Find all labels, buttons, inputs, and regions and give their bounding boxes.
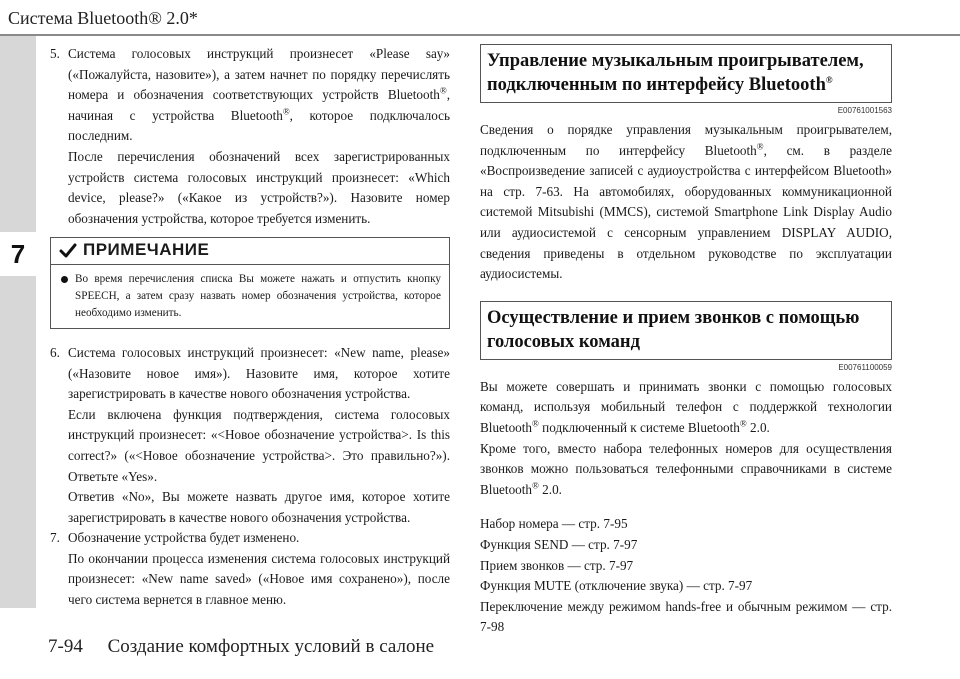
note-title: ПРИМЕЧАНИЕ <box>83 240 210 260</box>
text: подключенный к системе Bluetooth <box>538 419 740 435</box>
paragraph: После перечисления обозначений всех зарегистрированных устройств система голосовых инструкций произнесет: «Which device, please?» («Какое из устройств?»). Назовите номер обозначения устройства, которое требуется изменить. <box>68 148 450 226</box>
text: 2.0. <box>746 419 770 435</box>
bullet-icon <box>61 276 68 283</box>
page-references <box>480 514 892 638</box>
paragraph: Обозначение устройства будет изменено. <box>68 530 300 546</box>
registered-mark: ® <box>532 418 539 429</box>
list-item-7 <box>50 528 450 610</box>
list-number: 7. <box>50 530 60 546</box>
text: Система голосовых инструкций произнесет «Please say» («Пожалуйста, назовите»), а затем начнет по порядку перечислять номера и обозначения соответствующих устройств Bluetooth <box>68 46 450 103</box>
paragraph <box>480 377 892 439</box>
section-code: E00761100059 <box>838 362 892 372</box>
page-reference-link[interactable]: Функция SEND — стр. 7-97 <box>480 536 638 552</box>
text: , которое подключалось последним. <box>68 107 450 144</box>
page-reference-link[interactable]: Набор номера — стр. 7-95 <box>480 516 628 532</box>
paragraph <box>68 44 450 147</box>
text: Управление музыкальным проигрывателем, подключенным по интерфейсу Bluetooth <box>487 51 864 95</box>
note-body <box>51 265 449 328</box>
text: Сведения о порядке управления музыкальным проигрывателем, подключенным по интерфейсу Bluetooth <box>480 122 892 158</box>
text: , см. в разделе «Воспроизведение записей с аудиоустройства с интерфейсом Bluetooth» на стр. 7-63. На автомобилях, оборудованных коммуникационной системой Mitsubishi (MMCS), системой Smartphone Link Display Audio или аудиосистемой с сенсорным управлением DISPLAY AUDIO, сведения приведены в отдельном руководстве по эксплуатации аудиосистемы. <box>480 142 892 282</box>
page-reference-link[interactable]: Переключение между режимом hands-free и обычным режимом — стр. 7-98 <box>480 598 892 635</box>
registered-mark: ® <box>825 74 833 85</box>
checkmark-icon <box>59 242 77 260</box>
paragraph: Если включена функция подтверждения, система голосовых инструкций произнесет: «<Новое обозначение устройства>. Is this correct?» («<Новое обозначение устройства>. Это правильно?»). Ответьте «Yes». <box>68 406 450 484</box>
list-number: 5. <box>50 46 60 61</box>
paragraph <box>480 120 892 285</box>
page-reference-link[interactable]: Прием звонков — стр. 7-97 <box>480 557 634 573</box>
registered-mark: ® <box>532 480 539 491</box>
text: 2.0. <box>538 481 562 497</box>
section-title-music-player <box>480 44 892 103</box>
paragraph: По окончании процесса изменения система голосовых инструкций произнесет: «New name saved» («Новое имя сохранено»), после чего система вернется в главное меню. <box>68 550 450 608</box>
registered-mark: ® <box>756 141 764 152</box>
note-header <box>51 238 449 265</box>
side-band <box>0 36 36 608</box>
note-text: Во время перечисления списка Вы можете нажать и отпустить кнопку SPEECH, а затем сразу назвать номер обозначения устройства, которое необходимо изменить. <box>75 272 441 319</box>
page-reference-link[interactable]: Функция MUTE (отключение звука) — стр. 7-97 <box>480 578 753 594</box>
paragraph <box>480 439 892 501</box>
page-number: 7-94 <box>48 636 83 657</box>
page-footer <box>48 636 434 658</box>
text: Кроме того, вместо набора телефонных номеров для осуществления звонков можно пользоваться телефонными справочниками в системе Bluetooth <box>480 440 892 497</box>
text: , начиная с устройства Bluetooth <box>68 87 450 123</box>
list-item-5 <box>50 44 450 229</box>
right-column <box>480 44 892 638</box>
registered-mark: ® <box>739 418 747 429</box>
registered-mark: ® <box>282 106 290 117</box>
header-rule <box>0 34 960 36</box>
page-header: Система Bluetooth® 2.0* <box>8 8 198 28</box>
note-box <box>50 237 450 329</box>
paragraph: Система голосовых инструкций произнесет: «New name, please» («Назовите новое имя»). Назовите имя, которое хотите зарегистрировать в качестве нового обозначения устройства. <box>68 344 450 402</box>
chapter-tab[interactable]: 7 <box>0 232 36 276</box>
footer-section-title: Создание комфортных условий в салоне <box>107 636 435 657</box>
list-number: 6. <box>50 344 60 360</box>
left-column <box>50 44 450 611</box>
section-title-voice-calls: Осуществление и прием звонков с помощью голосовых команд <box>480 301 892 360</box>
section-code: E00761001563 <box>837 106 892 115</box>
list-item-6 <box>50 343 450 528</box>
text: Вы можете совершать и принимать звонки с помощью голосовых команд, используя мобильный телефон с поддержкой технологии Bluetooth <box>480 378 892 435</box>
paragraph: Ответив «No», Вы можете назвать другое имя, которое хотите зарегистрировать в качестве нового обозначения устройства. <box>68 489 450 525</box>
registered-mark: ® <box>439 85 447 96</box>
